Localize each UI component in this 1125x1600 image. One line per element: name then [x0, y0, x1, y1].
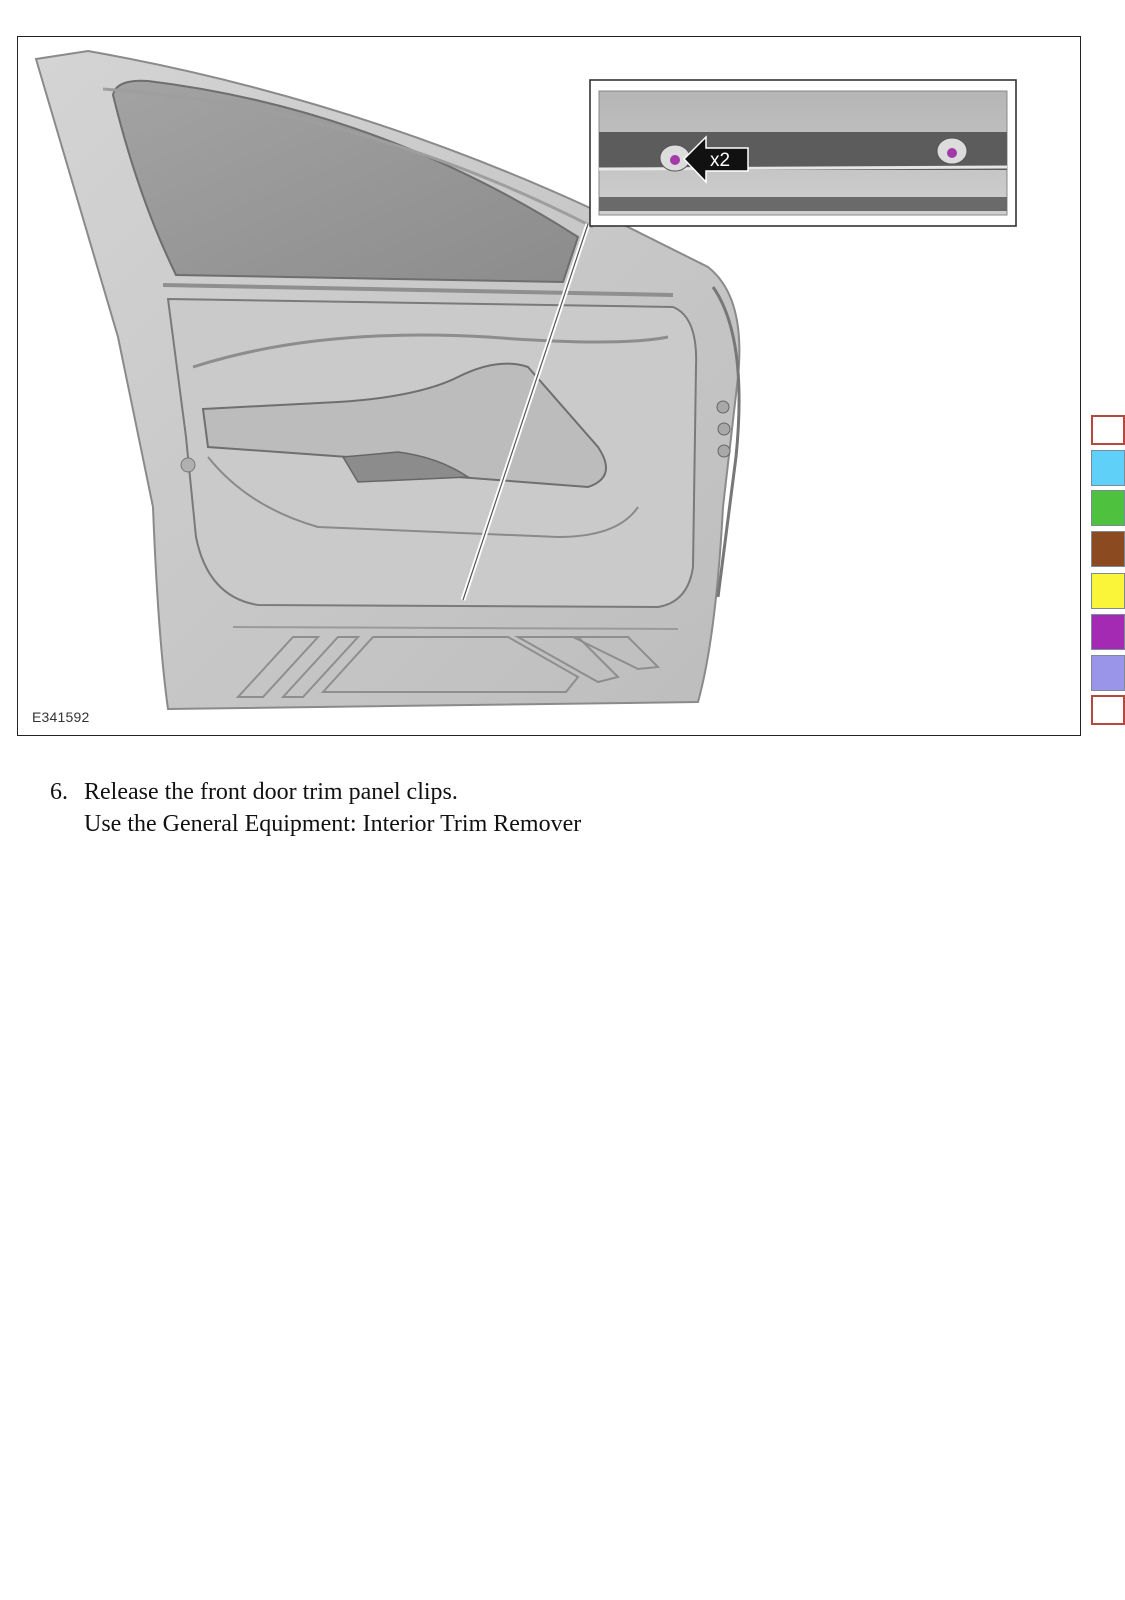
figure-frame: [17, 36, 1081, 736]
door-illustration: [18, 37, 1081, 736]
step-tool-note: Use the General Equipment: Interior Trim Remover: [84, 811, 582, 837]
step-number: 6.: [50, 779, 68, 805]
step-instruction: [50, 776, 581, 840]
clip-marker-2: [947, 148, 957, 158]
color-swatch-outline-red[interactable]: [1091, 695, 1125, 725]
callout-count-label: x2: [710, 150, 731, 171]
step-instruction-text: Release the front door trim panel clips.: [84, 779, 458, 805]
color-swatch-light-blue[interactable]: [1091, 450, 1125, 486]
color-swatch-brown[interactable]: [1091, 531, 1125, 567]
color-swatch-magenta[interactable]: [1091, 614, 1125, 650]
detail-callout: [590, 80, 1016, 226]
figure-id-label: E341592: [32, 709, 90, 725]
color-swatch-outline-red[interactable]: [1091, 415, 1125, 445]
color-swatch-lavender[interactable]: [1091, 655, 1125, 691]
clip-marker-1: [670, 155, 680, 165]
step-line-main: [50, 776, 581, 808]
color-swatch-green[interactable]: [1091, 490, 1125, 526]
color-swatch-yellow[interactable]: [1091, 573, 1125, 609]
